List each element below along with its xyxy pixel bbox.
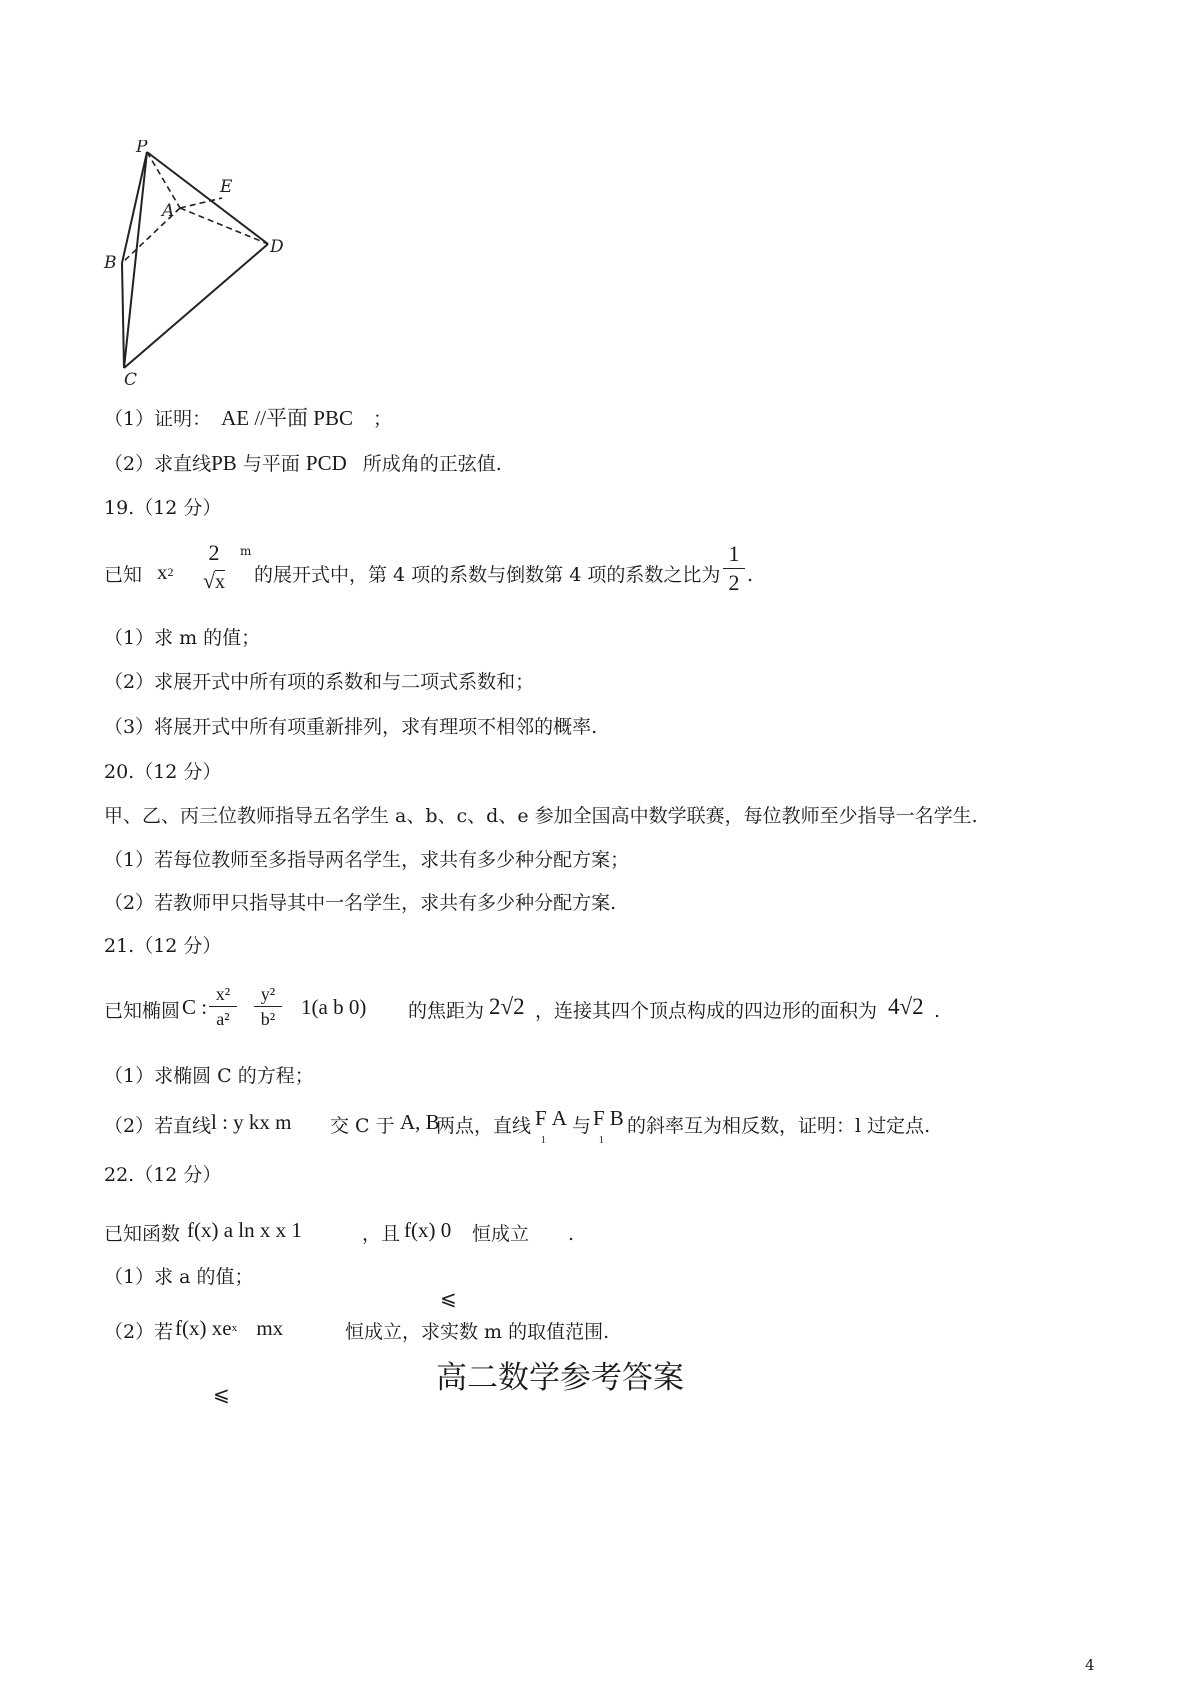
q19-half-num: 1 (728, 541, 740, 566)
q21-stem-mid1: 的焦距为 (408, 1000, 485, 1022)
q21-part1: （1）求椭圆 C 的方程； (104, 1065, 314, 1087)
q21-f1b (593, 1106, 624, 1146)
q22-part2-mx: mx (256, 1316, 284, 1340)
vertex-B: B (104, 253, 117, 273)
q19-half (723, 540, 745, 597)
q21-frac1-den: a² (216, 1009, 230, 1029)
q19-stem-mid: 的展开式中，第 4 项的系数与倒数第 4 项的系数之比为 (254, 564, 721, 586)
pyramid-figure (100, 140, 300, 390)
vertex-D: D (270, 237, 284, 257)
vertex-P: P (136, 140, 148, 157)
q22-part2-prefix: （2）若 (104, 1321, 174, 1343)
q19-part2: （2）求展开式中所有项的系数和与二项式系数和； (104, 671, 535, 693)
q21-stem-end: . (934, 1000, 941, 1022)
q18-part2-suffix: 所成角的正弦值. (362, 453, 502, 475)
q19-frac-num: 2 (208, 540, 220, 565)
q18-part1-expr: AE //平面 PBC (221, 406, 353, 430)
q19-x2-base: x (157, 560, 168, 584)
vertex-A: A (162, 201, 175, 221)
q22-stem-prefix: 已知函数 (104, 1223, 181, 1245)
edge-PB (122, 152, 147, 263)
q18-part2-pb: PB (211, 451, 237, 475)
q21-header: 21.（12 分） (104, 935, 222, 957)
q21-f1a (535, 1106, 567, 1146)
q18-part2-prefix: （2）求直线 (104, 453, 212, 475)
edge-AD (180, 208, 268, 244)
q22-stem-dot: . (568, 1223, 575, 1245)
q19-stem-prefix: 已知 (104, 564, 143, 586)
vertex-C: C (124, 370, 138, 390)
edge-PD (147, 152, 268, 244)
vertex-E: E (220, 177, 233, 197)
q21-f1b-sub: 1 (598, 1135, 604, 1146)
q22-leq1: ⩽ (440, 1286, 457, 1310)
q22-stem-end: 恒成立 (472, 1223, 530, 1245)
q19-part3: （3）将展开式中所有项重新排列，求有理项不相邻的概率. (104, 716, 598, 738)
q22-stem-mid: ，且 (362, 1223, 401, 1245)
q20-stem: 甲、乙、丙三位教师指导五名学生 a、b、c、d、e 参加全国高中数学联赛，每位教师至少指导一名学生. (104, 805, 978, 827)
q22-part2-f: f(x) xe (175, 1316, 232, 1340)
q20-header: 20.（12 分） (104, 761, 222, 783)
q21-frac2 (254, 982, 282, 1031)
q21-focal: 2√2 (489, 994, 525, 1019)
q19-x2 (157, 560, 174, 584)
q18-part2-mid: 与平面 (242, 453, 300, 475)
q21-frac2-den: b² (260, 1009, 276, 1029)
q22-cond: f(x) 0 (404, 1218, 452, 1242)
answer-title: 高二数学参考答案 (436, 1360, 684, 1396)
q21-frac2-num: y² (260, 984, 276, 1004)
page-number: 4 (1085, 1656, 1095, 1674)
q22-part2-expr (175, 1316, 283, 1340)
q22-part2-exp: x (231, 1322, 238, 1334)
q18-part1-prefix: （1）证明： (104, 408, 212, 430)
q21-stem-mid2: ，连接其四个顶点构成的四边形的面积为 (535, 1000, 878, 1022)
edge-PC (124, 152, 147, 368)
q21-f1a-pt: A (551, 1106, 567, 1130)
q19-header: 19.（12 分） (104, 497, 222, 519)
edge-PA (147, 152, 180, 208)
q18-part1-suffix: ； (373, 408, 393, 430)
edge-BC (122, 263, 124, 368)
q22-part1: （1）求 a 的值； (104, 1266, 254, 1288)
q21-part2-mid3: 与 (572, 1115, 592, 1137)
q19-fraction (196, 540, 232, 597)
q19-frac-bar (194, 570, 234, 571)
q18-part1 (104, 406, 392, 431)
q21-part2-end: 的斜率互为相反数，证明：l 过定点. (627, 1115, 931, 1137)
q20-part1: （1）若每位教师至多指导两名学生，求共有多少种分配方案； (104, 849, 630, 871)
q19-frac-den-x: x (215, 571, 226, 593)
q21-part2-mid1: 交 C 于 (330, 1115, 395, 1137)
q21-c-label: C : (182, 995, 208, 1019)
q19-half-den: 2 (728, 570, 740, 595)
sqrt-symbol: √ (202, 568, 216, 593)
q19-exp-m: m (240, 544, 252, 558)
q21-f1a-F: F (535, 1106, 547, 1130)
q22-func: f(x) a ln x x 1 (187, 1218, 302, 1242)
q21-part2-mid2: 两点，直线 (436, 1115, 532, 1137)
q19-stem-end: . (747, 564, 754, 586)
q21-frac1 (209, 982, 237, 1031)
q20-part2: （2）若教师甲只指导其中一名学生，求共有多少种分配方案. (104, 892, 617, 914)
q18-part2 (104, 451, 502, 476)
q21-stem-prefix: 已知椭圆 (104, 1000, 181, 1022)
q19-x2-exp: 2 (167, 565, 174, 579)
q22-part2-end: 恒成立，求实数 m 的取值范围. (345, 1321, 610, 1343)
q21-line-eq: l : y kx m (211, 1110, 292, 1134)
q21-f1a-sub: 1 (540, 1135, 546, 1146)
q18-part2-pcd: PCD (305, 451, 347, 475)
q21-f1b-F: F (593, 1106, 605, 1130)
q21-area: 4√2 (888, 994, 924, 1019)
q21-points: A, B (400, 1110, 440, 1134)
q22-leq2: ⩽ (213, 1382, 230, 1406)
q21-cond: 1(a b 0) (301, 995, 367, 1019)
edge-CD (124, 244, 268, 368)
q19-part1: （1）求 m 的值； (104, 627, 261, 649)
q21-part2-prefix: （2）若直线 (104, 1115, 212, 1137)
q22-header: 22.（12 分） (104, 1164, 222, 1186)
q21-frac1-num: x² (215, 984, 231, 1004)
q21-f1b-pt: B (609, 1106, 624, 1130)
